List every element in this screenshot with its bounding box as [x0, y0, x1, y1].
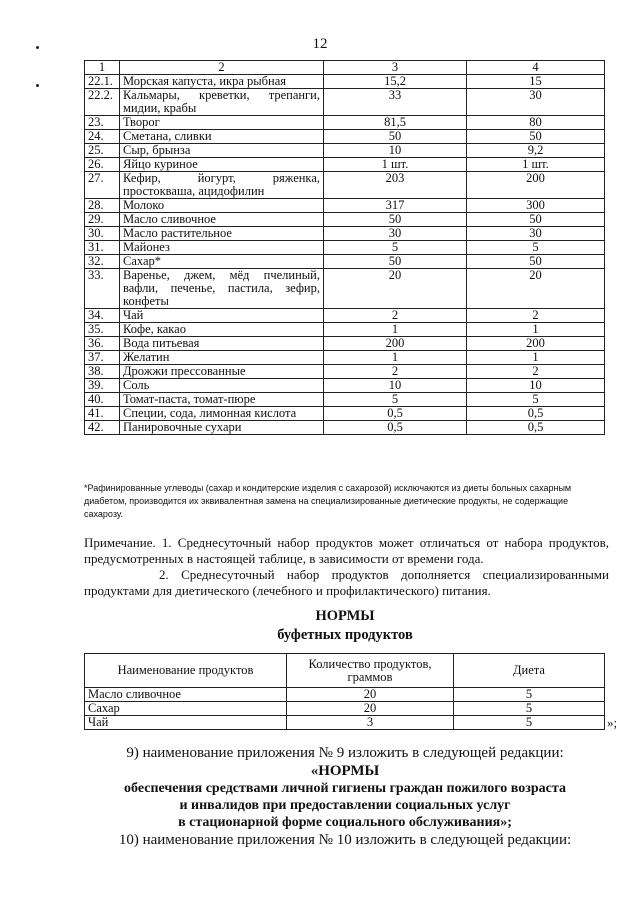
buffet-product-name: Чай [85, 716, 287, 730]
value-col-4: 200 [467, 337, 605, 351]
table-row [85, 199, 605, 213]
product-name: Специи, сода, лимонная кислота [120, 407, 324, 421]
product-name: Кофе, какао [120, 323, 324, 337]
product-name: Яйцо куриное [120, 158, 324, 172]
value-col-4: 1 [467, 351, 605, 365]
table-row [85, 89, 605, 116]
value-col-4: 0,5 [467, 421, 605, 435]
norms-line-1: обеспечения средствами личной гигиены граждан пожилого возраста [124, 781, 566, 796]
value-col-3: 0,5 [324, 407, 467, 421]
row-number: 41. [85, 407, 120, 421]
table-row [85, 407, 605, 421]
footnote: *Рафинированные углеводы (сахар и кондитерские изделия с сахарозой) исключаются из диеты больных сахарным диабетом, производится их эквивалентная замена на специализированные диетические продукты, не содержащие сахарозу. [84, 483, 572, 519]
value-col-4: 2 [467, 365, 605, 379]
value-col-3: 10 [324, 379, 467, 393]
row-number: 22.2. [85, 89, 120, 116]
product-name: Масло сливочное [120, 213, 324, 227]
value-col-4: 2 [467, 309, 605, 323]
value-col-3: 203 [324, 172, 467, 199]
note-paragraph-2: 2. Среднесуточный набор продуктов дополняется специализированными продуктами для диетического (лечебного и профилактического) питания. [84, 567, 609, 598]
value-col-4: 80 [467, 116, 605, 130]
buffet-header-name: Наименование продуктов [85, 654, 287, 688]
value-col-4: 1 [467, 323, 605, 337]
product-name: Молоко [120, 199, 324, 213]
product-name: Желатин [120, 351, 324, 365]
closing-quote: »; [607, 715, 618, 730]
row-number: 23. [85, 116, 120, 130]
products-table-header [85, 61, 605, 75]
value-col-4: 0,5 [467, 407, 605, 421]
row-number: 31. [85, 241, 120, 255]
margin-dot [36, 84, 39, 87]
value-col-3: 50 [324, 213, 467, 227]
value-col-3: 81,5 [324, 116, 467, 130]
row-number: 24. [85, 130, 120, 144]
row-number: 29. [85, 213, 120, 227]
value-col-3: 2 [324, 365, 467, 379]
value-col-4: 30 [467, 227, 605, 241]
products-table [84, 60, 605, 435]
value-col-3: 2 [324, 309, 467, 323]
row-number: 26. [85, 158, 120, 172]
buffet-diet: 5 [454, 716, 605, 730]
row-number: 35. [85, 323, 120, 337]
table-row [85, 365, 605, 379]
value-col-3: 30 [324, 227, 467, 241]
note [84, 535, 609, 599]
table-row [85, 716, 605, 730]
value-col-4: 50 [467, 213, 605, 227]
value-col-3: 5 [324, 393, 467, 407]
row-number: 38. [85, 365, 120, 379]
value-col-4: 300 [467, 199, 605, 213]
row-number: 28. [85, 199, 120, 213]
row-number: 39. [85, 379, 120, 393]
product-name: Сметана, сливки [120, 130, 324, 144]
page-number: 12 [312, 36, 328, 52]
value-col-3: 10 [324, 144, 467, 158]
row-number: 37. [85, 351, 120, 365]
value-col-3: 1 шт. [324, 158, 467, 172]
value-col-4: 1 шт. [467, 158, 605, 172]
value-col-3: 50 [324, 130, 467, 144]
value-col-3: 0,5 [324, 421, 467, 435]
product-name: Масло растительное [120, 227, 324, 241]
buffet-header-diet: Диета [454, 654, 605, 688]
table-row [85, 393, 605, 407]
buffet-table-body [85, 688, 605, 730]
row-number: 34. [85, 309, 120, 323]
buffet-qty: 20 [287, 688, 454, 702]
product-name: Сыр, брынза [120, 144, 324, 158]
buffet-qty: 20 [287, 702, 454, 716]
item-9: 9) наименование приложения № 9 изложить в следующей редакции: [126, 745, 564, 761]
product-name: Морская капуста, икра рыбная [120, 75, 324, 89]
value-col-3: 5 [324, 241, 467, 255]
product-name: Творог [120, 116, 324, 130]
table-row [85, 241, 605, 255]
table-row [85, 144, 605, 158]
row-number: 40. [85, 393, 120, 407]
table-row [85, 172, 605, 199]
products-table-body [85, 75, 605, 435]
product-name: Панировочные сухари [120, 421, 324, 435]
norms-title: «НОРМЫ [310, 763, 380, 779]
buffet-diet: 5 [454, 688, 605, 702]
table-row [85, 227, 605, 241]
header-col-2: 2 [120, 61, 324, 75]
value-col-3: 317 [324, 199, 467, 213]
buffet-title: НОРМЫ [315, 608, 375, 624]
table-row [85, 130, 605, 144]
product-name: Кальмары, креветки, трепанги, мидии, крабы [120, 89, 324, 116]
product-name: Чай [120, 309, 324, 323]
table-row [85, 421, 605, 435]
value-col-4: 30 [467, 89, 605, 116]
item-10: 10) наименование приложения № 10 изложить в следующей редакции: [118, 832, 572, 848]
product-name: Соль [120, 379, 324, 393]
norms-line-2: и инвалидов при предоставлении социальных услуг [179, 798, 511, 813]
buffet-product-name: Сахар [85, 702, 287, 716]
table-row [85, 337, 605, 351]
buffet-product-name: Масло сливочное [85, 688, 287, 702]
product-name: Майонез [120, 241, 324, 255]
product-name: Дрожжи прессованные [120, 365, 324, 379]
value-col-3: 50 [324, 255, 467, 269]
buffet-diet: 5 [454, 702, 605, 716]
table-row [85, 702, 605, 716]
table-row [85, 323, 605, 337]
value-col-3: 1 [324, 351, 467, 365]
margin-dot [36, 46, 39, 49]
row-number: 25. [85, 144, 120, 158]
value-col-3: 15,2 [324, 75, 467, 89]
value-col-4: 5 [467, 393, 605, 407]
buffet-header-qty: Количество продуктов, граммов [287, 654, 454, 688]
value-col-4: 200 [467, 172, 605, 199]
product-name: Томат-паста, томат-пюре [120, 393, 324, 407]
value-col-4: 50 [467, 130, 605, 144]
row-number: 30. [85, 227, 120, 241]
row-number: 42. [85, 421, 120, 435]
row-number: 27. [85, 172, 120, 199]
product-name: Варенье, джем, мёд пчелиный, вафли, печенье, пастила, зефир, конфеты [120, 269, 324, 309]
value-col-3: 20 [324, 269, 467, 309]
table-row [85, 379, 605, 393]
table-row [85, 213, 605, 227]
value-col-4: 20 [467, 269, 605, 309]
header-col-4: 4 [467, 61, 605, 75]
table-row [85, 255, 605, 269]
table-row [85, 351, 605, 365]
value-col-4: 9,2 [467, 144, 605, 158]
norms-line-3: в стационарной форме социального обслуживания»; [178, 815, 512, 830]
value-col-3: 200 [324, 337, 467, 351]
product-name: Вода питьевая [120, 337, 324, 351]
value-col-4: 10 [467, 379, 605, 393]
row-number: 32. [85, 255, 120, 269]
buffet-subtitle: буфетных продуктов [277, 627, 413, 643]
value-col-4: 15 [467, 75, 605, 89]
value-col-3: 33 [324, 89, 467, 116]
header-col-3: 3 [324, 61, 467, 75]
buffet-qty: 3 [287, 716, 454, 730]
buffet-table [84, 653, 605, 730]
note-paragraph-1: Примечание. 1. Среднесуточный набор продуктов может отличаться от набора продуктов, предусмотренных в настоящей таблице, в зависимости от времени года. [84, 535, 609, 566]
product-name: Сахар* [120, 255, 324, 269]
table-row [85, 116, 605, 130]
value-col-3: 1 [324, 323, 467, 337]
table-row [85, 75, 605, 89]
table-row [85, 269, 605, 309]
table-row [85, 309, 605, 323]
header-col-1: 1 [85, 61, 120, 75]
table-row [85, 158, 605, 172]
row-number: 36. [85, 337, 120, 351]
value-col-4: 50 [467, 255, 605, 269]
product-name: Кефир, йогурт, ряженка, простокваша, ацидофилин [120, 172, 324, 199]
value-col-4: 5 [467, 241, 605, 255]
row-number: 33. [85, 269, 120, 309]
table-row [85, 688, 605, 702]
row-number: 22.1. [85, 75, 120, 89]
